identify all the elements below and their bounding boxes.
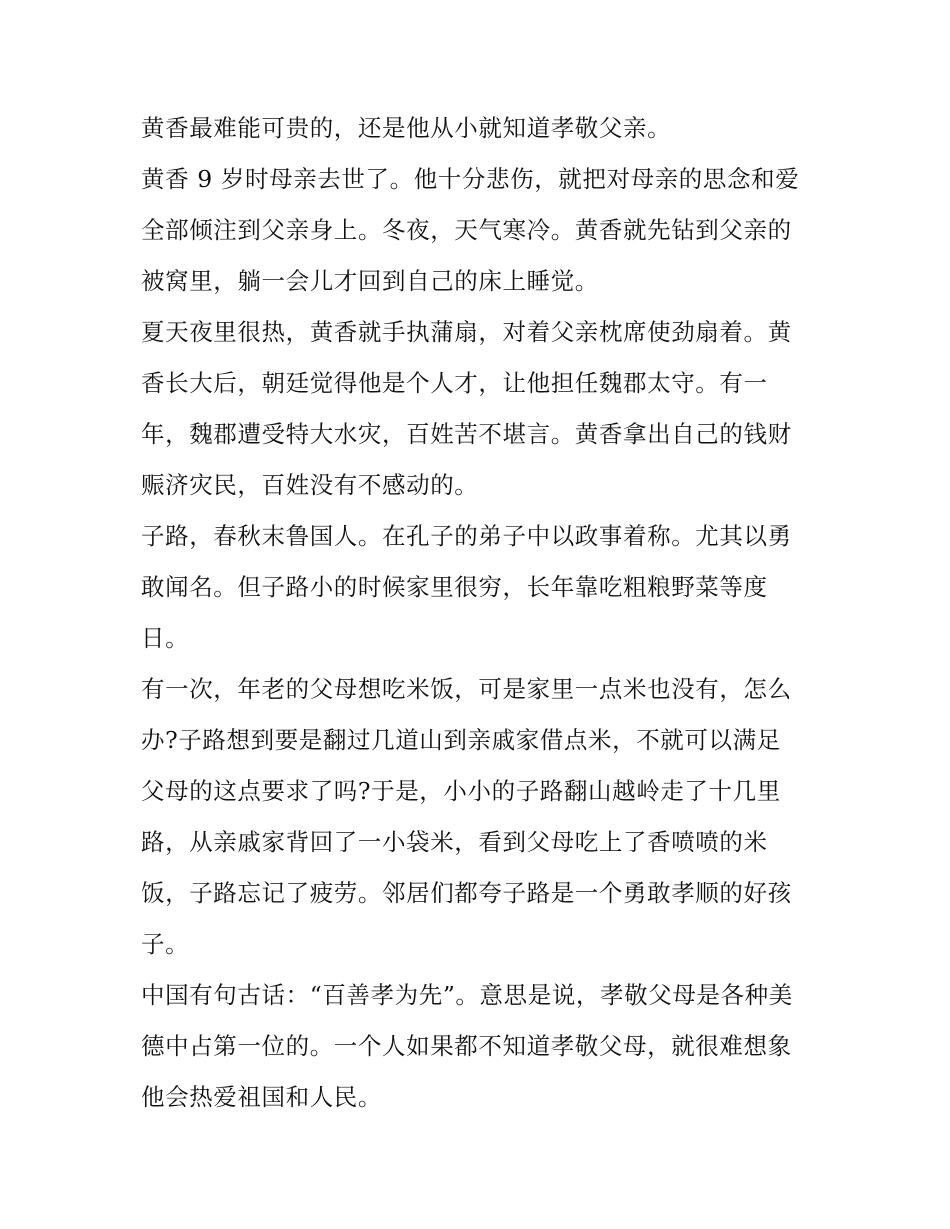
text-line: 被窝里，躺一会儿才回到自己的床上睡觉。 — [141, 267, 599, 295]
text-line: 饭，子路忘记了疲劳。邻居们都夸子路是一个勇敢孝顺的好孩 — [141, 879, 792, 907]
text-line: 全部倾注到父亲身上。冬夜，天气寒冷。黄香就先钻到父亲的 — [141, 216, 792, 244]
text-line: 赈济灾民，百姓没有不感动的。 — [141, 471, 479, 499]
text-line: 敢闻名。但子路小的时候家里很穷，长年靠吃粗粮野菜等度 — [141, 573, 768, 601]
text-line: 年，魏郡遭受特大水灾，百姓苦不堪言。黄香拿出自己的钱财 — [141, 420, 792, 448]
text-line: 中国有句古话：“百善孝为先”。意思是说，孝敬父母是各种美 — [141, 981, 793, 1009]
text-line: 父母的这点要求了吗?于是，小小的子路翻山越岭走了十几里 — [141, 777, 781, 805]
text-line: 黄香最难能可贵的，还是他从小就知道孝敬父亲。 — [141, 114, 672, 142]
text-line: 德中占第一位的。一个人如果都不知道孝敬父母，就很难想象 — [141, 1032, 792, 1060]
text-line: 子。 — [141, 930, 190, 958]
text-line: 他会热爱祖国和人民。 — [141, 1083, 382, 1111]
text-line: 香长大后，朝廷觉得他是个人才，让他担任魏郡太守。有一 — [141, 369, 768, 397]
text-line: 黄香 9 岁时母亲去世了。他十分悲伤，就把对母亲的思念和爱 — [141, 165, 800, 193]
text-line: 夏天夜里很热，黄香就手执蒲扇，对着父亲枕席使劲扇着。黄 — [141, 318, 792, 346]
text-line: 办?子路想到要是翻过几道山到亲戚家借点米，不就可以满足 — [141, 726, 781, 754]
text-line: 日。 — [141, 624, 190, 652]
text-line: 路，从亲戚家背回了一小袋米，看到父母吃上了香喷喷的米 — [141, 828, 768, 856]
text-line: 子路，春秋末鲁国人。在孔子的弟子中以政事着称。尤其以勇 — [141, 522, 792, 550]
text-line: 有一次，年老的父母想吃米饭，可是家里一点米也没有，怎么 — [141, 675, 792, 703]
